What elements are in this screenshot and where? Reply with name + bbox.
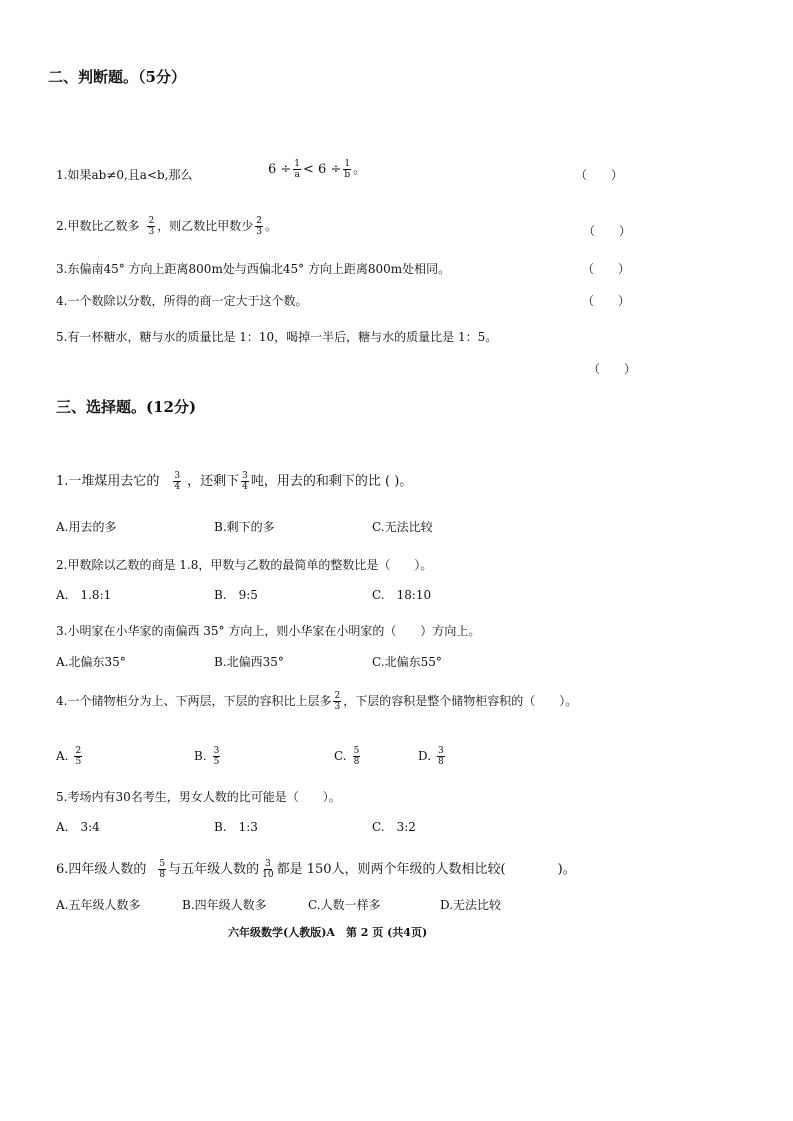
answer-paren-5[interactable]: （ ） [588, 362, 637, 376]
denominator: 5 [213, 757, 220, 767]
fraction [173, 471, 181, 492]
text: 。 [264, 219, 277, 233]
option-label: C. [334, 749, 347, 763]
numerator: 5 [159, 859, 166, 869]
q4-option-a[interactable] [56, 746, 84, 767]
denominator: 3 [256, 227, 262, 237]
answer-paren-2[interactable]: （ ） [583, 224, 632, 238]
formula-part: < 6 ÷ [303, 162, 342, 177]
formula-part: 。 [353, 162, 367, 177]
numerator: 3 [438, 746, 444, 756]
choice-q2: 2.甲数除以乙数的商是 1.8，甲数与乙数的最简单的整数比是（ ）。 [56, 558, 433, 572]
option-label: A. [56, 749, 69, 763]
fraction [241, 471, 249, 492]
numerator: 5 [353, 746, 360, 756]
q1-option-b[interactable]: B.剩下的多 [214, 520, 275, 534]
text: ，还剩下 [187, 474, 240, 489]
denominator: 10 [262, 870, 274, 880]
numerator: 2 [75, 746, 82, 756]
q2-option-b[interactable]: B. 9:5 [214, 588, 258, 602]
text: 都是 150人，则两个年级的人数相比较( )。 [276, 862, 576, 877]
judge-item-1-text: 1.如果ab≠0,且a<b,那么 [56, 168, 193, 182]
text: 1.一堆煤用去它的 [56, 474, 160, 489]
denominator: 8 [438, 757, 444, 767]
text: 4.一个储物柜分为上、下两层，下层的容积比上层多 [56, 694, 332, 708]
judge-item-1 [56, 166, 193, 183]
text: 吨，用去的和剩下的比 ( )。 [250, 474, 413, 489]
fraction [74, 746, 82, 767]
numerator: 1 [344, 159, 351, 169]
denominator: 8 [159, 870, 166, 880]
text: ，则乙数比甲数少 [157, 219, 254, 233]
answer-paren-3[interactable]: （ ） [582, 262, 631, 276]
denominator: 3 [148, 227, 155, 237]
judge-item-3: 3.东偏南45° 方向上距离800m处与西偏北45° 方向上距离800m处相同。 [56, 262, 451, 276]
text: ，下层的容积是整个储物柜容积的（ ）。 [343, 694, 578, 708]
formula-part: 6 ÷ [268, 162, 292, 177]
fraction [158, 859, 166, 880]
page-footer: 六年级数学(人教版)A 第 2 页 (共4页) [228, 926, 428, 939]
denominator: 8 [353, 757, 360, 767]
q3-option-c[interactable]: C.北偏东55° [372, 655, 442, 669]
numerator: 2 [256, 216, 262, 226]
fraction [333, 691, 341, 712]
fraction [437, 746, 445, 767]
text: 与五年级人数的 [168, 862, 260, 877]
judge-item-1-formula [268, 158, 366, 180]
numerator: 3 [265, 859, 271, 869]
choice-q5: 5.考场内有30名考生，男女人数的比可能是（ ）。 [56, 790, 341, 804]
q5-option-b[interactable]: B. 1:3 [214, 820, 258, 834]
q2-option-c[interactable]: C. 18:10 [372, 588, 432, 602]
fraction [343, 159, 351, 180]
fraction [261, 859, 274, 880]
q4-option-d[interactable] [418, 746, 447, 767]
fraction [213, 746, 221, 767]
numerator: 1 [294, 159, 301, 169]
judge-item-5: 5.有一杯糖水，糖与水的质量比是 1：10，喝掉一半后，糖与水的质量比是 1：5。 [56, 330, 498, 344]
q2-option-a[interactable]: A. 1.8:1 [56, 588, 112, 602]
q6-option-c[interactable]: C.人数一样多 [308, 898, 381, 912]
fraction [255, 216, 263, 237]
numerator: 3 [242, 471, 248, 481]
section-3-title: 三、选择题。(12分) [56, 398, 197, 416]
choice-q6 [56, 858, 576, 880]
choice-q1 [56, 470, 412, 492]
q5-option-a[interactable]: A. 3:4 [56, 820, 100, 834]
q3-option-a[interactable]: A.北偏东35° [56, 655, 126, 669]
choice-q4 [56, 691, 577, 712]
answer-paren-1[interactable]: （ ） [575, 168, 624, 182]
judge-item-4: 4.一个数除以分数，所得的商一定大于这个数。 [56, 294, 308, 308]
fraction [147, 216, 155, 237]
text: 2.甲数比乙数多 [56, 219, 140, 233]
fraction [353, 746, 361, 767]
denominator: a [294, 170, 300, 180]
choice-q3: 3.小明家在小华家的南偏西 35° 方向上，则小华家在小明家的（ ）方向上。 [56, 624, 481, 638]
q4-option-c[interactable] [334, 746, 362, 767]
denominator: 5 [75, 757, 82, 767]
option-label: B. [194, 749, 207, 763]
option-label: D. [418, 749, 432, 763]
q4-option-b[interactable] [194, 746, 222, 767]
judge-item-2 [56, 216, 277, 237]
q1-option-c[interactable]: C.无法比较 [372, 520, 433, 534]
q1-option-a[interactable]: A.用去的多 [56, 520, 117, 534]
numerator: 3 [174, 471, 181, 481]
q6-option-a[interactable]: A.五年级人数多 [56, 898, 141, 912]
denominator: 3 [334, 702, 341, 712]
denominator: 4 [174, 482, 181, 492]
numerator: 2 [334, 691, 341, 701]
section-2-title: 二、判断题。（5分） [48, 68, 186, 86]
fraction [293, 159, 301, 180]
q3-option-b[interactable]: B.北偏西35° [214, 655, 284, 669]
q6-option-b[interactable]: B.四年级人数多 [182, 898, 267, 912]
answer-paren-4[interactable]: （ ） [582, 294, 631, 308]
denominator: 4 [242, 482, 248, 492]
q5-option-c[interactable]: C. 3:2 [372, 820, 416, 834]
numerator: 3 [213, 746, 220, 756]
denominator: b [344, 170, 351, 180]
q6-option-d[interactable]: D.无法比较 [440, 898, 502, 912]
text: 6.四年级人数的 [56, 862, 147, 877]
numerator: 2 [148, 216, 155, 226]
